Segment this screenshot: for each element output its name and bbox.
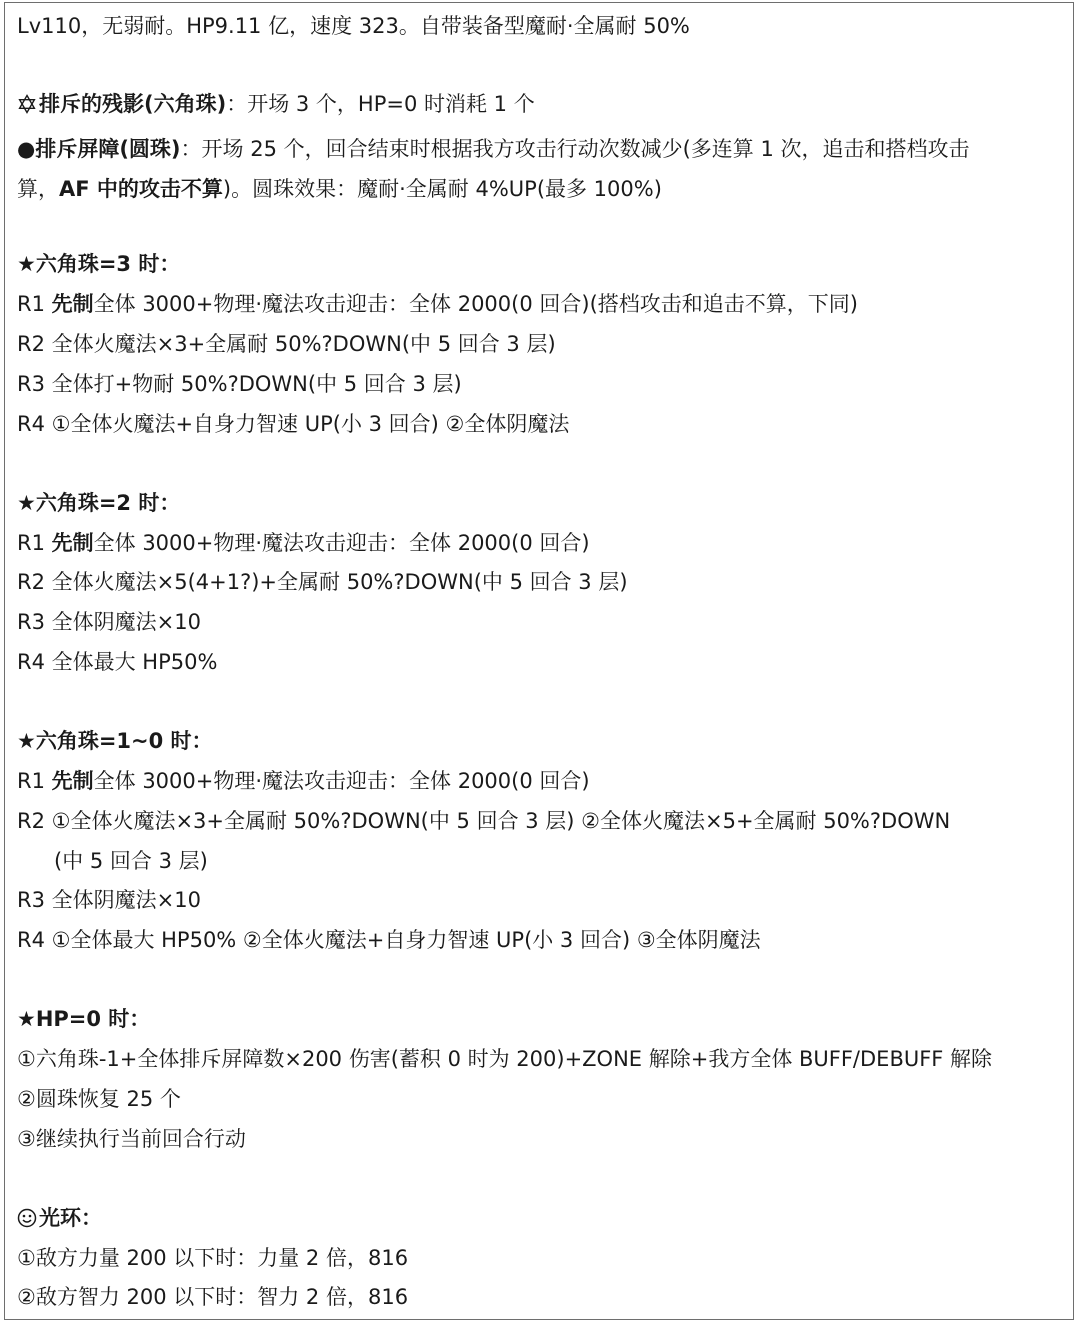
- barrier-af-note: AF 中的攻击不算: [59, 177, 223, 201]
- barrier-mechanic-line-2: [17, 169, 662, 209]
- hexagon-mechanic-text: ：开场 3 个，HP=0 时消耗 1 个: [226, 92, 535, 116]
- bullet-icon: ●: [17, 137, 36, 161]
- barrier-text-prefix: 算，: [17, 177, 59, 201]
- phase1-heading: ★六角珠=1~0 时：: [17, 729, 213, 753]
- barrier-mechanic-line: [17, 129, 970, 169]
- preemptive-label: 先制: [51, 292, 94, 316]
- aura-heading-line: [17, 1198, 102, 1238]
- phase1-r1: [17, 761, 590, 801]
- round-label: R1: [17, 531, 45, 555]
- phase2-r4: R4 全体最大 HP50%: [17, 650, 218, 674]
- phase1-r2-continued: (中 5 回合 3 层): [54, 849, 208, 873]
- phase3-r4: R4 ①全体火魔法+自身力智速 UP(小 3 回合) ②全体阴魔法: [17, 412, 570, 436]
- hp-zero-item-3: ③继续执行当前回合行动: [17, 1127, 246, 1151]
- preemptive-label: 先制: [51, 531, 94, 555]
- phase2-r1: [17, 523, 590, 563]
- phase3-r3: R3 全体打+物耐 50%?DOWN(中 5 回合 3 层): [17, 372, 462, 396]
- r1-text: 全体 3000+物理·魔法攻击迎击：全体 2000(0 回合): [93, 769, 590, 793]
- round-label: R1: [17, 769, 45, 793]
- barrier-mechanic-title: 排斥屏障(圆珠): [35, 137, 181, 161]
- barrier-effect-text: )。圆珠效果：魔耐·全属耐 4%UP(最多 100%): [222, 177, 662, 201]
- aura-item-2: ②敌方智力 200 以下时：智力 2 倍，816: [17, 1285, 409, 1309]
- hexagon-mechanic-title: 排斥的残影(六角珠): [39, 92, 227, 116]
- hp-zero-item-1: ①六角珠-1+全体排斥屏障数×200 伤害(蓄积 0 时为 200)+ZONE 解除+我方全体 BUFF/DEBUFF 解除: [17, 1047, 993, 1071]
- phase3-r2: R2 全体火魔法×3+全属耐 50%?DOWN(中 5 回合 3 层): [17, 332, 556, 356]
- phase2-r2: R2 全体火魔法×5(4+1?)+全属耐 50%?DOWN(中 5 回合 3 层): [17, 570, 628, 594]
- phase1-r2: R2 ①全体火魔法×3+全属耐 50%?DOWN(中 5 回合 3 层) ②全体火魔法×5+全属耐 50%?DOWN: [17, 809, 951, 833]
- round-label: R1: [17, 292, 45, 316]
- r1-text: 全体 3000+物理·魔法攻击迎击：全体 2000(0 回合): [93, 531, 590, 555]
- phase1-r3: R3 全体阴魔法×10: [17, 888, 201, 912]
- aura-heading: 光环：: [39, 1206, 102, 1230]
- hexagon-mechanic-line: [17, 84, 535, 124]
- r1-text: 全体 3000+物理·魔法攻击迎击：全体 2000(0 回合)(搭档攻击和追击不算，下同): [93, 292, 858, 316]
- phase3-r1: [17, 284, 858, 324]
- hp-zero-item-2: ②圆珠恢复 25 个: [17, 1087, 181, 1111]
- aura-item-1: ①敌方力量 200 以下时：力量 2 倍，816: [17, 1246, 409, 1270]
- phase1-r4: R4 ①全体最大 HP50% ②全体火魔法+自身力智速 UP(小 3 回合) ③全体阴魔法: [17, 928, 761, 952]
- boss-stats-line: Lv110，无弱耐。HP9.11 亿，速度 323。自带装备型魔耐·全属耐 50%: [17, 14, 690, 38]
- six-pointed-star-icon: [17, 87, 37, 107]
- smiley-face-icon: [17, 1201, 37, 1221]
- hp-zero-heading: ★HP=0 时：: [17, 1007, 151, 1031]
- preemptive-label: 先制: [51, 769, 94, 793]
- barrier-mechanic-text: ：开场 25 个，回合结束时根据我方攻击行动次数减少(多连算 1 次，追击和搭档攻击: [180, 137, 970, 161]
- phase3-heading: ★六角珠=3 时：: [17, 252, 181, 276]
- phase2-heading: ★六角珠=2 时：: [17, 491, 181, 515]
- phase2-r3: R3 全体阴魔法×10: [17, 610, 201, 634]
